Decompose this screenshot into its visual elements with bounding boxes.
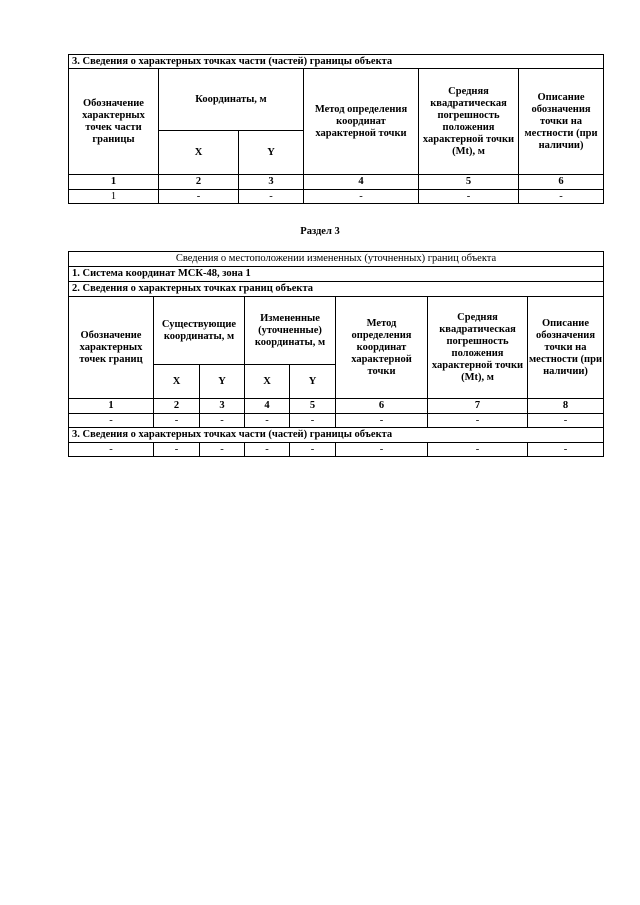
header-accuracy: Средняя квадратическая погрешность положения характерной точки (Mt), м	[419, 69, 519, 175]
column-number: 4	[304, 175, 419, 190]
table-row	[69, 414, 604, 428]
column-number: 7	[428, 399, 528, 414]
header-x: X	[154, 365, 200, 399]
table-cell: -	[154, 414, 200, 428]
table-cell: -	[304, 190, 419, 204]
table-cell: -	[336, 414, 428, 428]
table-cell: -	[245, 414, 290, 428]
column-number: 6	[519, 175, 604, 190]
column-number: 2	[159, 175, 239, 190]
header-designation: Обозначение характерных точек границ	[69, 297, 154, 399]
parts-points-table	[68, 54, 604, 204]
column-number: 4	[245, 399, 290, 414]
table-cell: 1	[69, 190, 159, 204]
header-accuracy: Средняя квадратическая погрешность положения характерной точки (Mt), м	[428, 297, 528, 399]
column-number: 1	[69, 399, 154, 414]
column-number: 5	[419, 175, 519, 190]
header-designation: Обозначение характерных точек части границы	[69, 69, 159, 175]
points-section-title: 2. Сведения о характерных точках границ объекта	[69, 282, 604, 297]
table-cell: -	[336, 443, 428, 457]
header-existing-coordinates: Существующие координаты, м	[154, 297, 245, 365]
header-description: Описание обозначения точки на местности (при наличии)	[528, 297, 604, 399]
table-cell: -	[290, 443, 336, 457]
column-number: 8	[528, 399, 604, 414]
header-y: Y	[200, 365, 245, 399]
table-cell: -	[528, 443, 604, 457]
table-cell: -	[290, 414, 336, 428]
table-row	[69, 190, 604, 204]
table-cell: -	[428, 443, 528, 457]
coordinate-system: 1. Система координат МСК-48, зона 1	[69, 267, 604, 282]
header-changed-coordinates: Измененные (уточненные) координаты, м	[245, 297, 336, 365]
header-method: Метод определения координат характерной точки	[304, 69, 419, 175]
table1-title: 3. Сведения о характерных точках части (частей) границы объекта	[69, 55, 604, 69]
column-numbers-row	[69, 175, 604, 190]
parts-section-title: 3. Сведения о характерных точках части (частей) границы объекта	[69, 428, 604, 443]
changed-borders-table	[68, 251, 604, 457]
header-description: Описание обозначения точки на местности (при наличии)	[519, 69, 604, 175]
table2-title: Сведения о местоположении измененных (уточненных) границ объекта	[69, 252, 604, 267]
header-coordinates: Координаты, м	[159, 69, 304, 131]
table-cell: -	[159, 190, 239, 204]
table-cell: -	[200, 443, 245, 457]
table-cell: -	[419, 190, 519, 204]
header-x: X	[245, 365, 290, 399]
header-method: Метод определения координат характерной точки	[336, 297, 428, 399]
table-cell: -	[245, 443, 290, 457]
column-number: 2	[154, 399, 200, 414]
table-cell: -	[154, 443, 200, 457]
column-number: 3	[200, 399, 245, 414]
column-numbers-row	[69, 399, 604, 414]
column-number: 3	[239, 175, 304, 190]
table-cell: -	[428, 414, 528, 428]
column-number: 5	[290, 399, 336, 414]
table-cell: -	[200, 414, 245, 428]
header-y: Y	[239, 131, 304, 175]
header-x: X	[159, 131, 239, 175]
table-cell: -	[519, 190, 604, 204]
table-cell: -	[528, 414, 604, 428]
column-number: 6	[336, 399, 428, 414]
table-cell: -	[239, 190, 304, 204]
table-cell: -	[69, 443, 154, 457]
column-number: 1	[69, 175, 159, 190]
table-cell: -	[69, 414, 154, 428]
table-row	[69, 443, 604, 457]
header-y: Y	[290, 365, 336, 399]
section-label: Раздел 3	[300, 226, 340, 237]
